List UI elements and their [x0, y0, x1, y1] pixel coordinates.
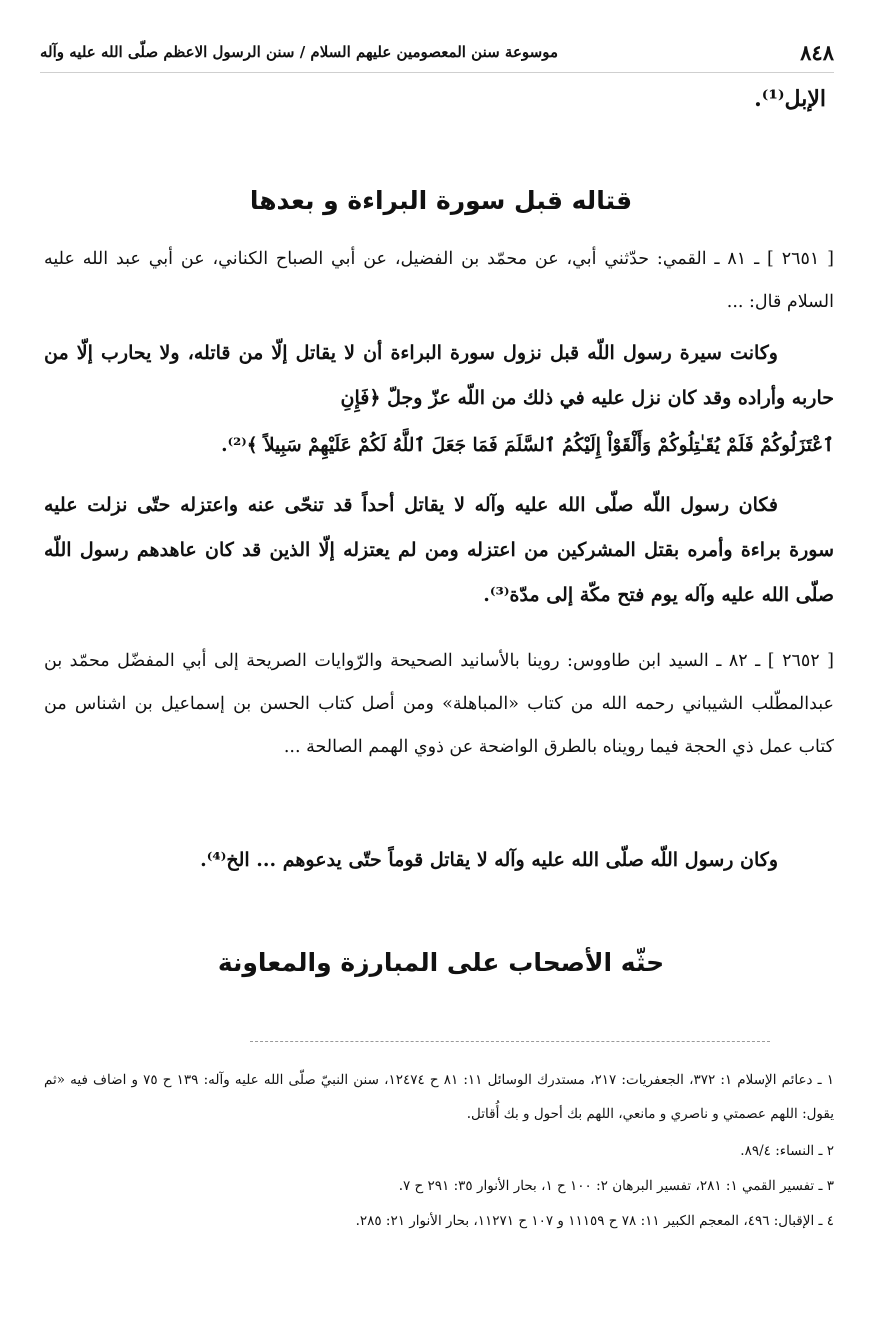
narration-body-2: فكان رسول اللّه صلّى الله عليه وآله لا يقاتل أحداً قد تنحّى عنه واعتزله حتّى نزلت عليه سورة براءة وأمره بقتل المشركين من اعتزله ومن لم يعتزله إلّا الذين قد كان عاهدهم رسول اللّه صلّى الله عليه وآله يوم فتح مكّة إلى مدّة⁽³⁾.: [44, 494, 834, 606]
section-heading-encouraging-duels: حثّه الأصحاب على المبارزة والمعاونة: [217, 948, 665, 977]
narration-body-1: وكانت سيرة رسول اللّه قبل نزول سورة البراءة أن لا يقاتل إلّا من قاتله، ولا يحارب إلّا من حاربه وأراده وقد كان نزل عليه في ذلك من اللّه عزّ وجلّ ﴿فَإِنِ: [44, 342, 834, 409]
continued-text-fragment: الإبل⁽¹⁾.: [754, 86, 826, 112]
footnotes: [44, 1063, 834, 1236]
hadith-2652: وكان رسول اللّه صلّى الله عليه وآله لا يقاتل قوماً حتّى يدعوهم ... الخ⁽⁴⁾.: [200, 849, 778, 871]
tradition-2651: [ ٢٦٥١ ] ـ ٨١ ـ القمي: حدّثني أبي، عن محمّد بن الفضيل، عن أبي الصباح الكناني، عن أبي عبد الله عليه السلام قال: ...: [44, 249, 835, 312]
quran-verse: ٱعْتَزَلُوكُمْ فَلَمْ يُقَـٰتِلُوكُمْ وَأَلْقَوْاْ إِلَيْكُمُ ٱلسَّلَمَ فَمَا جَعَلَ ٱللَّهُ لَكُمْ عَلَيْهِمْ سَبِيلاً ﴾⁽²⁾.: [221, 435, 834, 456]
section-heading-fighting-before-and-after-bara: قتاله قبل سورة البراءة و بعدها: [249, 186, 633, 215]
footnote-1: ١ ـ دعائم الإسلام ١: ٣٧٢، الجعفريات: ٢١٧، مستدرك الوسائل ١١: ٨١ ح ١٢٤٧٤، سنن النبيّ صلّى الله عليه وآله: ١٣٩ ح ٧٥ و اضاف فيه «ثم يقول: اللهم عصمتي و ناصري و مانعي، اللهم بك أحول و بك أُقاتل.: [44, 1072, 835, 1122]
footnote-2: ٢ ـ النساء: ٨٩/٤.: [740, 1143, 834, 1159]
header-divider: [40, 72, 834, 73]
footnote-divider: [250, 1041, 770, 1042]
footnote-4: ٤ ـ الإقبال: ٤٩٦، المعجم الكبير ١١: ٧٨ ح ١١١٥٩ و ١٠٧ ح ١١٢٧١، بحار الأنوار ٢١: ٢٨٥.: [355, 1213, 834, 1229]
tradition-2652: [ ٢٦٥٢ ] ـ ٨٢ ـ السيد ابن طاووس: روينا بالأسانيد الصحيحة والرّوايات الصريحة إلى أبي المفضّل محمّد بن عبدالمطّلب الشيباني رحمه الله من كتاب «المباهلة» ومن أصل كتاب الحسن بن إسماعيل بن اشناس من كتاب عمل ذي الحجة فيما رويناه بالطرق الواضحة عن ذوي الهمم الصالحة ...: [44, 651, 834, 757]
running-title: موسوعة سنن المعصومين عليهم السلام / سنن الرسول الاعظم صلّى الله عليه وآله: [40, 43, 558, 61]
page-number: ٨٤٨: [800, 39, 834, 65]
footnote-3: ٣ ـ تفسير القمي ١: ٢٨١، تفسير البرهان ٢: ١٠٠ ح ١، بحار الأنوار ٣٥: ٢٩١ ح ٧.: [398, 1178, 834, 1194]
page-header: [40, 36, 834, 68]
